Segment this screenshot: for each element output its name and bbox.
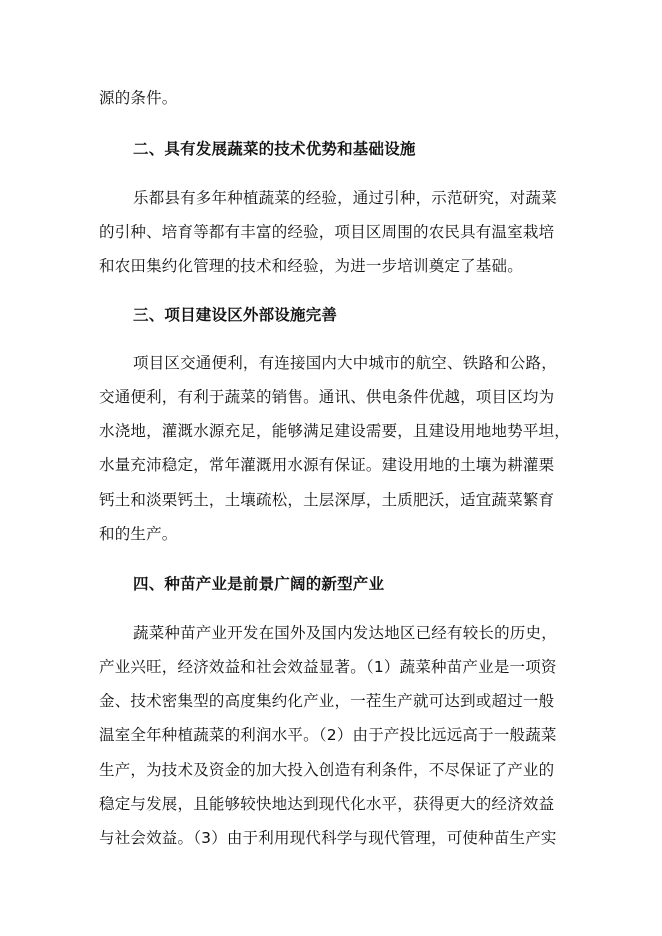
paragraph-line: 项目区交通便利，有连接国内大中城市的航空、铁路和公路， bbox=[133, 354, 557, 372]
paragraph-line: 产业兴旺，经济效益和社会效益显著。（1）蔬菜种苗产业是一项资 bbox=[99, 658, 557, 676]
paragraph-line: 源的条件。 bbox=[99, 89, 178, 107]
paragraph-line: 温室全年种植蔬菜的利润水平。（2）由于产投比远远高于一般蔬菜 bbox=[99, 726, 557, 744]
paragraph-line: 和的生产。 bbox=[99, 525, 178, 543]
section-heading: 三、项目建设区外部设施完善 bbox=[133, 306, 338, 324]
paragraph-line: 生产，为技术及资金的加大投入创造有利条件，不尽保证了产业的 bbox=[99, 761, 555, 779]
paragraph-line: 稳定与发展，且能够较快地达到现代化水平，获得更大的经济效益 bbox=[99, 795, 555, 813]
paragraph-line: 钙土和淡栗钙土，土壤疏松，土层深厚，土质肥沃，适宜蔬菜繁育 bbox=[99, 491, 555, 509]
paragraph-line: 的引种、培育等都有丰富的经验，项目区周围的农民具有温室栽培 bbox=[99, 223, 555, 241]
paragraph-line: 金、技术密集型的高度集约化产业，一茬生产就可达到或超过一般 bbox=[99, 692, 555, 710]
paragraph-line: 水浇地，灌溉水源充足，能够满足建设需要，且建设用地地势平坦， bbox=[99, 422, 571, 440]
paragraph-line: 和农田集约化管理的技术和经验，为进一步培训奠定了基础。 bbox=[99, 257, 523, 275]
section-heading: 四、种苗产业是前景广阔的新型产业 bbox=[133, 575, 385, 593]
paragraph-line: 蔬菜种苗产业开发在国外及国内发达地区已经有较长的历史， bbox=[133, 624, 557, 642]
paragraph-line: 水量充沛稳定，常年灌溉用水源有保证。建设用地的土壤为耕灌栗 bbox=[99, 456, 555, 474]
paragraph-line: 乐都县有多年种植蔬菜的经验，通过引种，示范研究，对蔬菜 bbox=[133, 189, 557, 207]
section-heading: 二、具有发展蔬菜的技术优势和基础设施 bbox=[133, 140, 416, 158]
paragraph-line: 交通便利，有利于蔬菜的销售。通讯、供电条件优越，项目区均为 bbox=[99, 388, 555, 406]
paragraph-line: 与社会效益。（3）由于利用现代科学与现代管理，可使种苗生产实 bbox=[99, 829, 557, 847]
